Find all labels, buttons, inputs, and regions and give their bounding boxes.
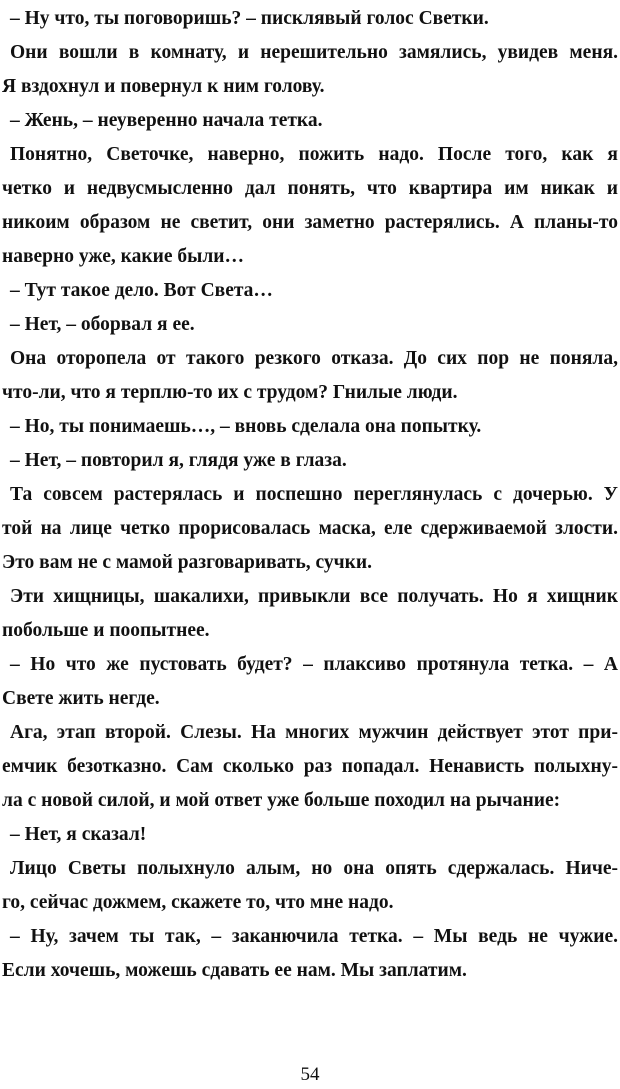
text-line: Та совсем растерялась и поспешно переглянулась с дочерью. У (10, 484, 618, 505)
text-line: никоим образом не светит, они заметно растерялись. А планы-то (2, 212, 618, 233)
text-line: той на лице четко прорисовалась маска, еле сдерживаемой злости. (2, 518, 618, 539)
text-line: Эти хищницы, шакалихи, привыкли все получать. Но я хищник (10, 586, 618, 607)
text-line: – Но что же пустовать будет? – плаксиво протянула тетка. – А (10, 654, 618, 675)
text-line: Они вошли в комнату, и нерешительно замялись, увидев меня. (10, 42, 618, 63)
text-line: – Ну, зачем ты так, – заканючила тетка. – Мы ведь не чужие. (10, 926, 618, 947)
text-line: го, сейчас дожмем, скажете то, что мне надо. (2, 892, 394, 913)
text-line: – Ну что, ты поговоришь? – писклявый голос Светки. (10, 8, 489, 29)
text-line: Если хочешь, можешь сдавать ее нам. Мы заплатим. (2, 960, 467, 981)
text-line: что-ли, что я терплю-то их с трудом? Гнилые люди. (2, 382, 458, 403)
text-line: Свете жить негде. (2, 688, 160, 709)
text-line: побольше и поопытнее. (2, 620, 210, 641)
text-line: Ага, этап второй. Слезы. На многих мужчин действует этот при- (10, 722, 618, 743)
text-line: ла с новой силой, и мой ответ уже больше походил на рычание: (2, 790, 561, 811)
text-line: – Жень, – неуверенно начала тетка. (10, 110, 323, 131)
text-line: – Нет, – оборвал я ее. (10, 314, 195, 335)
text-line: Лицо Светы полыхнуло алым, но она опять сдержалась. Ниче- (10, 858, 618, 879)
text-line: – Нет, – повторил я, глядя уже в глаза. (10, 450, 347, 471)
text-line: четко и недвусмысленно дал понять, что квартира им никак и (2, 178, 618, 199)
text-line: – Нет, я сказал! (10, 824, 147, 845)
text-line: – Тут такое дело. Вот Света… (10, 280, 273, 301)
text-line: Это вам не с мамой разговаривать, сучки. (2, 552, 373, 573)
text-line: Она оторопела от такого резкого отказа. До сих пор не поняла, (10, 348, 618, 369)
text-line: Понятно, Светочке, наверно, пожить надо. После того, как я (10, 144, 618, 165)
page-number: 54 (300, 1064, 320, 1085)
text-line: – Но, ты понимаешь…, – вновь сделала она попытку. (10, 416, 482, 437)
text-line: наверно уже, какие были… (2, 246, 244, 267)
text-line: емчик безотказно. Сам сколько раз попадал. Ненависть полыхну- (2, 756, 618, 777)
text-line: Я вздохнул и повернул к ним голову. (2, 76, 325, 97)
